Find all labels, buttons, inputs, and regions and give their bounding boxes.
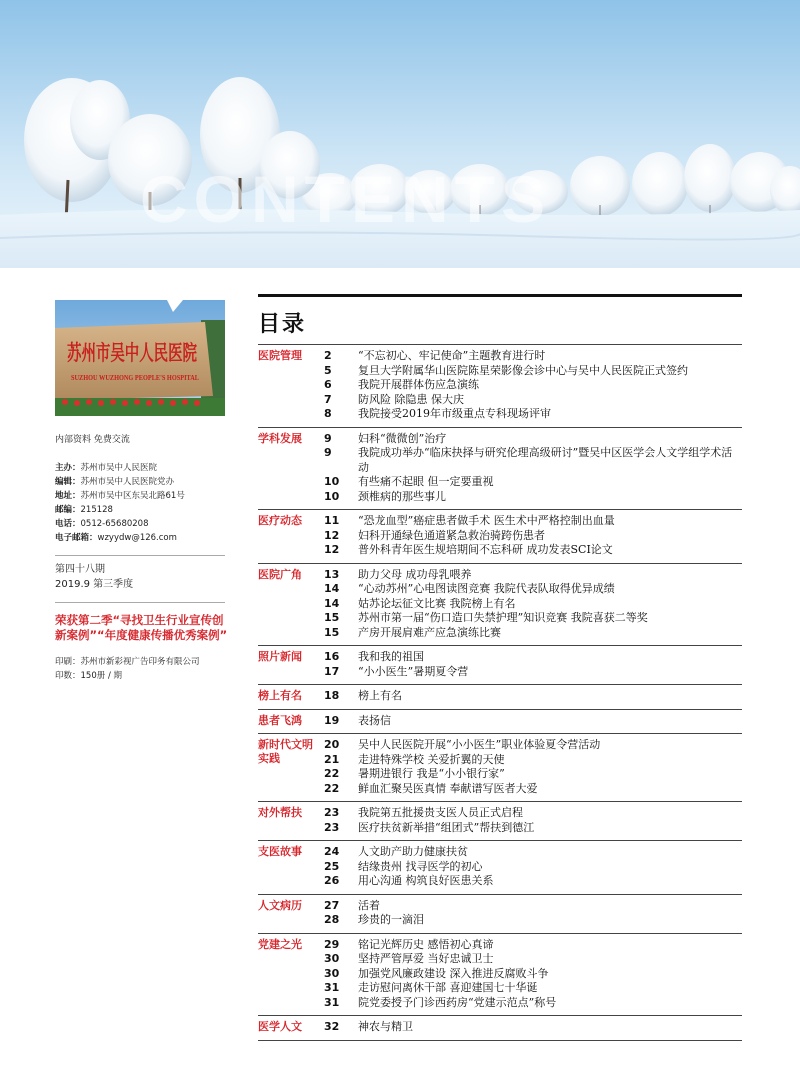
- toc-page-number: 9: [324, 446, 332, 459]
- toc-entry-title: 铭记光辉历史 感悟初心真谛: [358, 937, 494, 951]
- toc-page-number: 17: [324, 664, 340, 678]
- toc-entry[interactable]: [324, 714, 742, 729]
- toc-entry[interactable]: [324, 364, 742, 379]
- toc-page-number: 19: [324, 713, 340, 727]
- toc-items: [324, 568, 742, 641]
- toc-entry-title: 我院开展群体伤应急演练: [358, 378, 479, 391]
- toc-section-label: 医学人文: [258, 1020, 302, 1033]
- toc-entry-title: “恐龙血型”癌症患者做手术 医生术中严格控制出血量: [358, 514, 615, 527]
- toc-entry[interactable]: [324, 665, 742, 680]
- toc-page-number: 31: [324, 981, 340, 994]
- toc-entry[interactable]: [324, 582, 742, 597]
- toc-page-number: 12: [324, 528, 340, 542]
- toc-entry-title: “不忘初心、牢记使命”主题教育进行时: [358, 349, 546, 362]
- toc-entry[interactable]: [324, 753, 742, 768]
- toc-items: [324, 689, 742, 704]
- toc-page-number: 18: [324, 689, 340, 702]
- toc-page-number: 30: [324, 966, 340, 980]
- toc-entry-title: 吴中人民医院开展“小小医生”职业体验夏令营活动: [358, 738, 601, 751]
- toc-section-label: 患者飞鸿: [258, 713, 302, 727]
- toc-section-label: 对外帮扶: [258, 806, 302, 819]
- toc-entry[interactable]: [324, 378, 742, 393]
- toc-section: [258, 709, 742, 734]
- toc-page-number: 23: [324, 820, 340, 834]
- toc-entry-title: 榜上有名: [358, 689, 402, 702]
- toc-entry-title: 普外科青年医生规培期间不忘科研 成功发表SCI论文: [358, 543, 613, 556]
- print-row-printer: 印刷：苏州市新彩视广告印务有限公司: [55, 657, 200, 667]
- info-row-postcode: 邮编：215128: [55, 505, 113, 515]
- toc-entry[interactable]: [324, 514, 742, 529]
- toc-section-label: 照片新闻: [258, 650, 302, 663]
- toc-items: [324, 432, 742, 505]
- toc-section-label: 新时代文明实践: [258, 738, 313, 765]
- toc-items: [324, 938, 742, 1011]
- print-info: [55, 655, 240, 683]
- toc-entry-title: 防风险 除隐患 保大庆: [358, 392, 464, 406]
- toc-section: [258, 563, 742, 646]
- toc-entry-title: 人文助产助力健康扶贫: [358, 845, 468, 858]
- toc-page-number: 31: [324, 995, 340, 1009]
- toc-section-label: 医院广角: [258, 567, 302, 581]
- hero-winter-scene: [0, 0, 800, 268]
- toc-entry[interactable]: [324, 432, 742, 447]
- toc-entry-title: 活着: [358, 898, 380, 912]
- toc-entry-title: 我院接受2019年市级重点专科现场评审: [358, 407, 551, 420]
- toc-section-label: 学科发展: [258, 431, 302, 445]
- toc-entry[interactable]: [324, 568, 742, 583]
- toc-page-number: 10: [324, 475, 340, 488]
- toc-entry-title: 有些痛不起眼 但一定要重视: [358, 475, 494, 488]
- toc-entry-title: 妇科开通绿色通道紧急救治骑跨伤患者: [358, 528, 545, 542]
- toc-section: [258, 840, 742, 894]
- toc-section-label: 党建之光: [258, 937, 302, 951]
- toc-entry-title: 坚持严管厚爱 当好忠诚卫士: [358, 952, 494, 965]
- toc-page-number: 15: [324, 625, 340, 639]
- toc-page-number: 6: [324, 378, 332, 391]
- toc-entry-title: 医疗扶贫新举措“组团式”帮扶到德江: [358, 820, 535, 834]
- toc-entry[interactable]: [324, 952, 742, 967]
- toc-entry[interactable]: [324, 938, 742, 953]
- toc-entry-title: 助力父母 成功母乳喂养: [358, 567, 472, 581]
- toc-entry-title: 姑苏论坛征文比赛 我院榜上有名: [358, 596, 516, 610]
- award-text: 荣获第二季“寻找卫生行业宣传创新案例”“年度健康传播优秀案例”: [55, 613, 228, 642]
- toc-page-number: 10: [324, 489, 340, 503]
- toc-entry-title: 神农与精卫: [358, 1020, 413, 1033]
- toc-section-label: 榜上有名: [258, 689, 302, 702]
- toc-top-rule: [258, 294, 742, 297]
- toc-page-number: 25: [324, 859, 340, 873]
- toc-items: [324, 349, 742, 422]
- toc-entry[interactable]: [324, 349, 742, 364]
- toc-entry-title: 颈椎病的那些事儿: [358, 489, 446, 503]
- toc-section: [258, 894, 742, 933]
- toc-entry[interactable]: [324, 689, 742, 704]
- colophon: [55, 300, 240, 683]
- toc-page-number: 11: [324, 514, 340, 527]
- toc-entry-title: 结缘贵州 找寻医学的初心: [358, 859, 483, 873]
- toc-items: [324, 1020, 742, 1035]
- toc-entry[interactable]: [324, 650, 742, 665]
- toc-section: [258, 1015, 742, 1041]
- toc-section: [258, 509, 742, 563]
- toc-page-number: 21: [324, 752, 340, 766]
- toc-section-label: 支医故事: [258, 845, 302, 858]
- toc-section: [258, 733, 742, 801]
- toc-entry[interactable]: [324, 543, 742, 558]
- toc-items: [324, 738, 742, 796]
- hero-watermark: CONTENTS: [140, 162, 551, 236]
- toc-entry[interactable]: [324, 967, 742, 982]
- toc-page-number: 29: [324, 937, 340, 951]
- toc-entry[interactable]: [324, 446, 742, 475]
- toc-items: [324, 514, 742, 558]
- toc-page-number: 14: [324, 582, 340, 595]
- toc-section: [258, 933, 742, 1016]
- toc-section: [258, 645, 742, 684]
- toc-section-label: 医疗动态: [258, 514, 302, 527]
- toc-page-number: 5: [324, 363, 332, 377]
- issue-number: 第四十八期: [55, 564, 105, 575]
- info-row-editor: 编辑：苏州市吴中人民医院党办: [55, 477, 175, 487]
- toc-entry[interactable]: [324, 996, 742, 1011]
- toc-entry[interactable]: [324, 821, 742, 836]
- toc-entry[interactable]: [324, 407, 742, 422]
- table-of-contents: [258, 294, 742, 1041]
- hospital-sign-photo: [55, 300, 225, 416]
- toc-page-number: 2: [324, 349, 332, 362]
- toc-section-label: 医院管理: [258, 349, 302, 362]
- print-row-copies: 印数：150册 / 期: [55, 671, 123, 681]
- toc-entry[interactable]: [324, 782, 742, 797]
- toc-section: [258, 684, 742, 709]
- toc-page-number: 23: [324, 806, 340, 819]
- toc-items: [324, 714, 742, 729]
- toc-entry[interactable]: [324, 860, 742, 875]
- issue-date: 2019.9 第三季度: [55, 579, 134, 590]
- sign-pinyin-name: SUZHOU WUZHONG PEOPLE'S HOSPITAL: [71, 373, 199, 382]
- toc-entry-title: 表扬信: [358, 713, 391, 727]
- divider: [55, 602, 225, 603]
- info-row-email: 电子邮箱：wzyydw@126.com: [55, 533, 177, 543]
- toc-items: [324, 845, 742, 889]
- toc-entry-title: 妇科“微微创”治疗: [358, 431, 447, 445]
- toc-entry-title: 复旦大学附属华山医院陈星荣影像会诊中心与吴中人民医院正式签约: [358, 363, 688, 377]
- info-row-phone: 电话：0512-65680208: [55, 519, 149, 529]
- toc-page-number: 24: [324, 845, 340, 858]
- toc-entry[interactable]: [324, 738, 742, 753]
- toc-page-number: 12: [324, 543, 340, 556]
- toc-entry[interactable]: [324, 845, 742, 860]
- toc-section: [258, 344, 742, 427]
- toc-page-number: 22: [324, 781, 340, 795]
- toc-page-number: 20: [324, 738, 340, 751]
- toc-entry-title: 产房开展肩难产应急演练比赛: [358, 625, 501, 639]
- toc-page-number: 22: [324, 767, 340, 780]
- toc-sections: [258, 344, 742, 1041]
- toc-entry-title: 鲜血汇聚吴医真情 奉献谱写医者大爱: [358, 781, 538, 795]
- toc-page-number: 7: [324, 392, 332, 406]
- toc-entry[interactable]: [324, 913, 742, 928]
- toc-page-number: 28: [324, 913, 340, 926]
- toc-entry[interactable]: [324, 874, 742, 889]
- toc-page-number: 32: [324, 1020, 340, 1033]
- toc-entry[interactable]: [324, 806, 742, 821]
- toc-entry[interactable]: [324, 767, 742, 782]
- toc-entry-title: 加强党风廉政建设 深入推进反腐败斗争: [358, 966, 549, 980]
- toc-entry-title: 用心沟通 构筑良好医患关系: [358, 874, 494, 887]
- toc-entry-title: 院党委授予门诊西药房“党建示范点”称号: [358, 995, 557, 1009]
- toc-entry[interactable]: [324, 611, 742, 626]
- hero-image: [0, 0, 800, 268]
- toc-entry-title: 我和我的祖国: [358, 650, 424, 663]
- toc-entry-title: 我院第五批援贵支医人员正式启程: [358, 806, 523, 819]
- toc-page-number: 13: [324, 567, 340, 581]
- publisher-info: [55, 461, 240, 545]
- info-row-address: 地址：苏州市吴中区东吴北路61号: [55, 491, 185, 501]
- divider: [55, 555, 225, 556]
- toc-entry-title: 走访慰问离休干部 喜迎建国七十华诞: [358, 981, 538, 994]
- toc-items: [324, 806, 742, 835]
- toc-entry[interactable]: [324, 1020, 742, 1035]
- internal-note: 内部资料 免费交流: [55, 435, 130, 445]
- toc-page-number: 9: [324, 431, 332, 445]
- toc-page-number: 26: [324, 874, 340, 887]
- toc-entry-title: “心动苏州”心电图读图竞赛 我院代表队取得优异成绩: [358, 582, 615, 595]
- toc-page-number: 15: [324, 611, 340, 624]
- toc-items: [324, 650, 742, 679]
- toc-entry[interactable]: [324, 597, 742, 612]
- toc-entry[interactable]: [324, 529, 742, 544]
- toc-page-number: 27: [324, 898, 340, 912]
- toc-entry-title: 珍贵的一滴泪: [358, 913, 424, 926]
- toc-items: [324, 899, 742, 928]
- toc-entry[interactable]: [324, 626, 742, 641]
- toc-page-number: 30: [324, 952, 340, 965]
- toc-section: [258, 801, 742, 840]
- sign-chinese-name: 苏州市吴中人民医院: [67, 340, 197, 365]
- toc-entry-title: 走进特殊学校 关爱折翼的天使: [358, 752, 505, 766]
- toc-entry-title: 我院成功举办“临床抉择与研究伦理高级研讨”暨吴中区医学会人文学组学术活动: [358, 446, 733, 474]
- toc-page-number: 16: [324, 650, 340, 663]
- toc-entry-title: 苏州市第一届“伤口造口失禁护理”知识竞赛 我院喜获二等奖: [358, 611, 648, 624]
- toc-section: [258, 427, 742, 510]
- toc-entry[interactable]: [324, 490, 742, 505]
- toc-section-label: 人文病历: [258, 898, 302, 912]
- toc-entry-title: 暑期进银行 我是“小小银行家”: [358, 767, 505, 780]
- toc-entry[interactable]: [324, 393, 742, 408]
- toc-entry[interactable]: [324, 981, 742, 996]
- toc-entry-title: “小小医生”暑期夏令营: [358, 664, 469, 678]
- toc-entry[interactable]: [324, 899, 742, 914]
- toc-entry[interactable]: [324, 475, 742, 490]
- info-row-host: 主办：苏州市吴中人民医院: [55, 463, 158, 473]
- toc-page-number: 8: [324, 407, 332, 420]
- toc-title: 目录: [258, 312, 307, 337]
- toc-page-number: 14: [324, 596, 340, 610]
